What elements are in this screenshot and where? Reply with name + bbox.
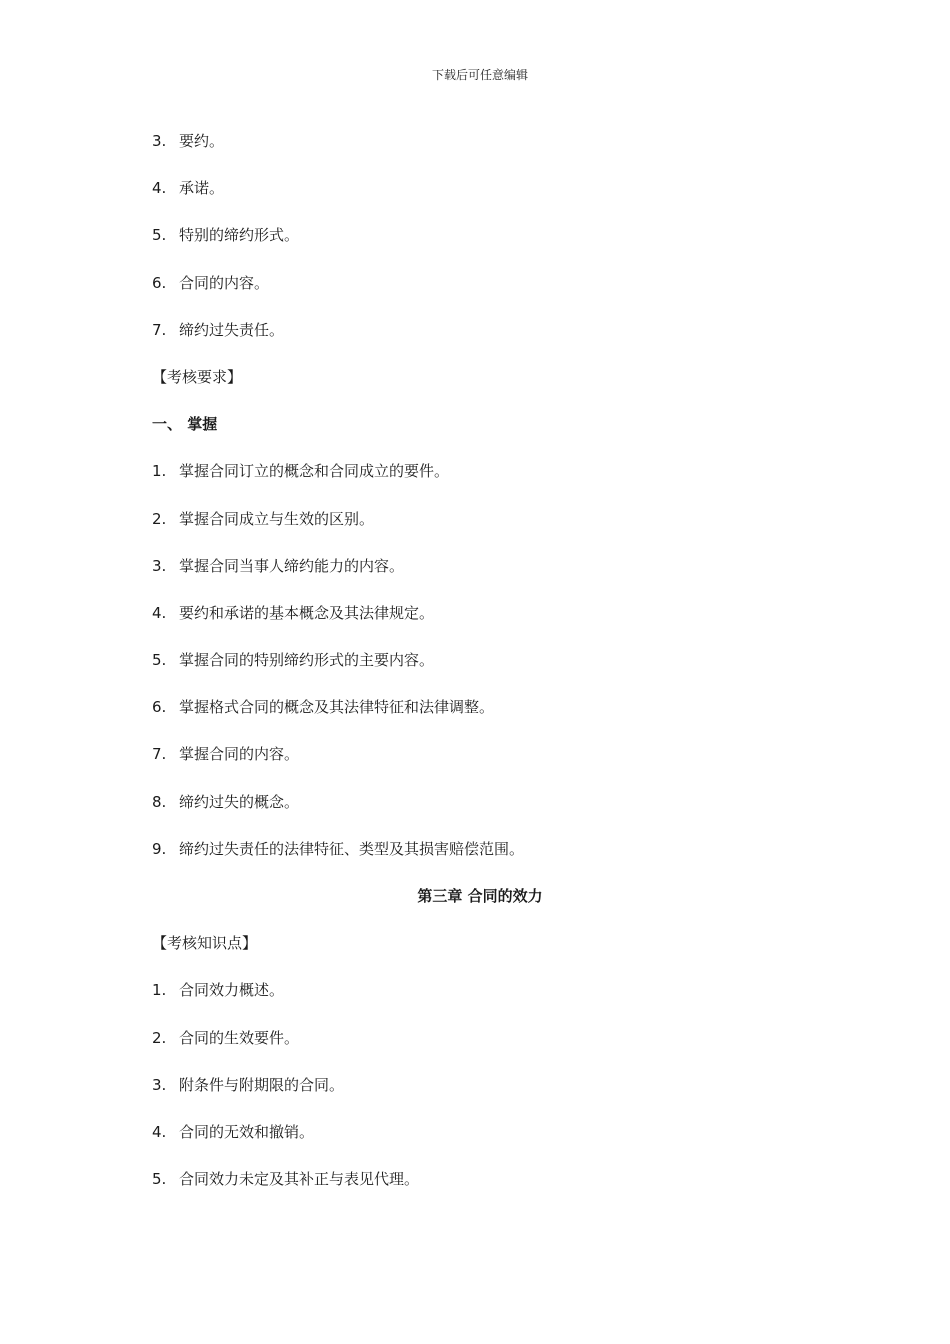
item-text: 掌握合同当事人缔约能力的内容。 [179, 556, 405, 575]
item-number: 6. [152, 698, 167, 717]
mastery-subheading: 一、 掌握 [152, 415, 218, 434]
item-number: 7. [152, 745, 167, 764]
list-item [152, 601, 852, 648]
item-number: 3. [152, 1075, 167, 1094]
knowledge-heading: 【考核知识点】 [152, 934, 258, 953]
item-number: 5. [152, 1170, 167, 1189]
item-text: 缔约过失责任。 [179, 320, 285, 339]
chapter-title: 第三章 合同的效力 [417, 887, 543, 905]
list-item [152, 271, 852, 318]
list-item [152, 129, 852, 176]
item-number: 9. [152, 839, 167, 858]
item-number: 1. [152, 981, 167, 1000]
item-number: 4. [152, 179, 167, 198]
list-item [152, 742, 852, 789]
list-item [152, 790, 852, 837]
item-number: 4. [152, 1122, 167, 1141]
item-number: 1. [152, 462, 167, 481]
list-item [152, 176, 852, 223]
list-item [152, 459, 852, 506]
list-item [152, 223, 852, 270]
item-number: 3. [152, 556, 167, 575]
list-item [152, 507, 852, 554]
item-text: 合同的内容。 [179, 273, 270, 292]
item-text: 特别的缔约形式。 [179, 226, 300, 245]
list-item [152, 978, 852, 1025]
list-item [152, 1167, 852, 1214]
item-number: 5. [152, 226, 167, 245]
item-text: 合同的无效和撤销。 [179, 1122, 315, 1141]
list-item [152, 1073, 852, 1120]
item-text: 缔约过失责任的法律特征、类型及其损害赔偿范围。 [179, 839, 525, 858]
list-item [152, 695, 852, 742]
item-number: 2. [152, 1028, 167, 1047]
document-body [152, 129, 852, 1214]
item-text: 要约和承诺的基本概念及其法律规定。 [179, 603, 435, 622]
item-text: 合同的生效要件。 [179, 1028, 300, 1047]
item-text: 掌握合同订立的概念和合同成立的要件。 [179, 462, 450, 481]
item-number: 3. [152, 132, 167, 150]
item-text: 掌握合同的特别缔约形式的主要内容。 [179, 651, 435, 670]
requirements-heading: 【考核要求】 [152, 367, 243, 386]
item-number: 5. [152, 651, 167, 670]
list-item [152, 318, 852, 365]
list-item [152, 554, 852, 601]
item-text: 掌握合同的内容。 [179, 745, 300, 764]
item-number: 2. [152, 509, 167, 528]
item-text: 要约。 [179, 132, 225, 150]
item-text: 合同效力概述。 [179, 981, 285, 1000]
list-item [152, 837, 852, 884]
item-number: 7. [152, 320, 167, 339]
item-text: 合同效力未定及其补正与表见代理。 [179, 1170, 420, 1189]
list-item [152, 1026, 852, 1073]
item-number: 6. [152, 273, 167, 292]
item-text: 附条件与附期限的合同。 [179, 1075, 345, 1094]
item-number: 4. [152, 603, 167, 622]
item-text: 掌握格式合同的概念及其法律特征和法律调整。 [179, 698, 495, 717]
list-item [152, 648, 852, 695]
item-number: 8. [152, 792, 167, 811]
list-item [152, 1120, 852, 1167]
item-text: 掌握合同成立与生效的区别。 [179, 509, 375, 528]
item-text: 缔约过失的概念。 [179, 792, 300, 811]
item-text: 承诺。 [179, 179, 225, 198]
page-header: 下载后可任意编辑 [431, 68, 528, 82]
